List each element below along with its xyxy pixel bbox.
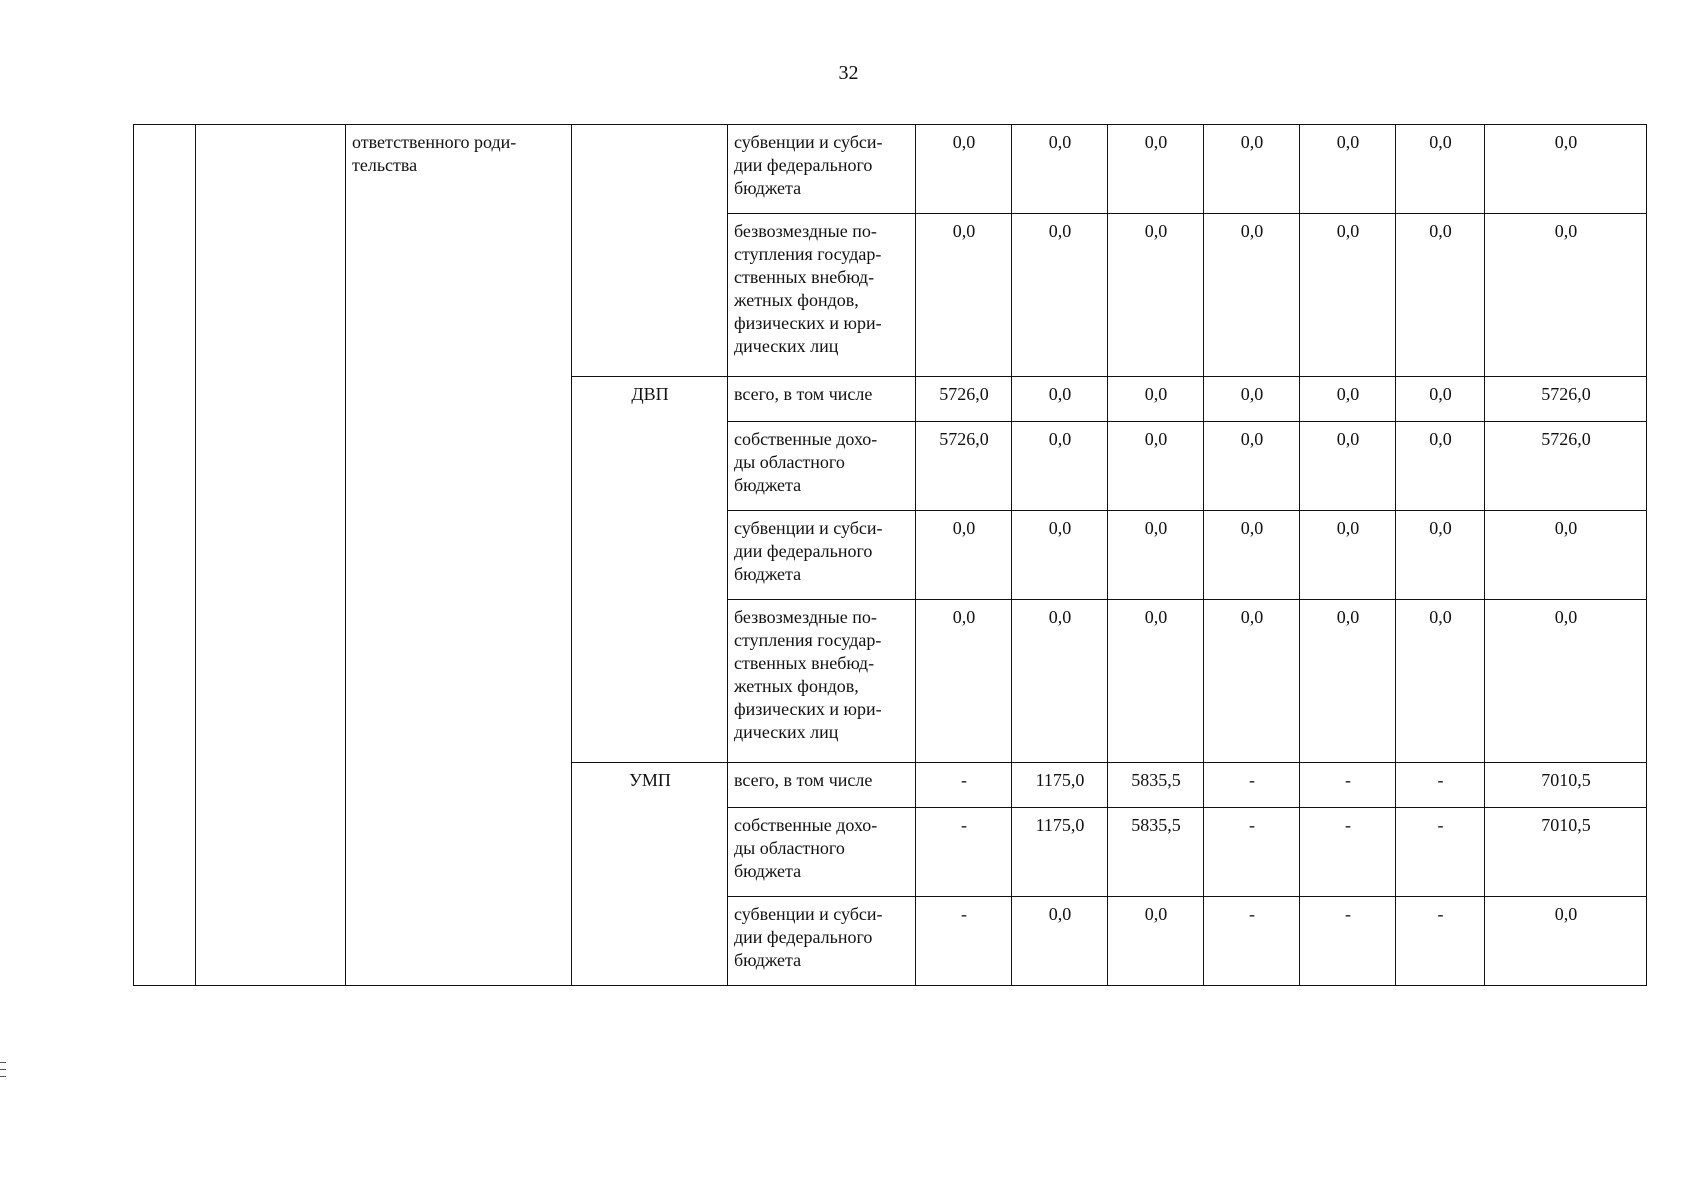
executor-cell: ДВП — [572, 377, 728, 763]
funding-source-cell: всего, в том числе — [728, 377, 916, 422]
value-cell: 0,0 — [1396, 377, 1485, 422]
executor-cell: УМП — [572, 763, 728, 986]
value-cell: 0,0 — [1204, 125, 1300, 214]
value-cell: - — [1300, 763, 1396, 808]
value-cell: 1175,0 — [1012, 808, 1108, 897]
value-cell: 5726,0 — [1485, 422, 1647, 511]
value-cell: 0,0 — [1012, 125, 1108, 214]
value-cell: 5726,0 — [916, 422, 1012, 511]
value-cell: 0,0 — [1012, 897, 1108, 986]
value-cell: 0,0 — [1108, 377, 1204, 422]
value-cell: 0,0 — [1485, 125, 1647, 214]
value-cell: 1175,0 — [1012, 763, 1108, 808]
value-cell: 0,0 — [1485, 897, 1647, 986]
value-cell: 0,0 — [1396, 125, 1485, 214]
value-cell: 5835,5 — [1108, 808, 1204, 897]
value-cell: - — [1204, 808, 1300, 897]
value-cell: - — [916, 763, 1012, 808]
funding-source-cell: безвозмездные по- ступления государ- ственных внебюд- жетных фондов, физических и юри- дических лиц — [728, 600, 916, 763]
value-cell: 0,0 — [1108, 511, 1204, 600]
value-cell: 0,0 — [1204, 600, 1300, 763]
value-cell: 0,0 — [1204, 214, 1300, 377]
value-cell: 5726,0 — [1485, 377, 1647, 422]
value-cell: 0,0 — [1108, 422, 1204, 511]
value-cell: 0,0 — [1108, 600, 1204, 763]
page-number: 32 — [838, 62, 859, 84]
value-cell: 0,0 — [1012, 511, 1108, 600]
value-cell: 0,0 — [1396, 214, 1485, 377]
value-cell: 0,0 — [916, 600, 1012, 763]
value-cell: - — [1204, 763, 1300, 808]
value-cell: 5835,5 — [1108, 763, 1204, 808]
value-cell: - — [1396, 808, 1485, 897]
value-cell: 0,0 — [1300, 125, 1396, 214]
event-code-cell — [196, 125, 346, 986]
value-cell: 0,0 — [1108, 214, 1204, 377]
value-cell: 0,0 — [1108, 125, 1204, 214]
row-number-cell — [134, 125, 196, 986]
value-cell: 0,0 — [1485, 511, 1647, 600]
funding-source-cell: всего, в том числе — [728, 763, 916, 808]
value-cell: 0,0 — [1012, 377, 1108, 422]
value-cell: 7010,5 — [1485, 808, 1647, 897]
value-cell: 0,0 — [1396, 600, 1485, 763]
value-cell: - — [1396, 763, 1485, 808]
value-cell: - — [1204, 897, 1300, 986]
value-cell: 0,0 — [1300, 600, 1396, 763]
value-cell: - — [916, 808, 1012, 897]
value-cell: 0,0 — [916, 511, 1012, 600]
value-cell: 0,0 — [1204, 511, 1300, 600]
value-cell: 0,0 — [1012, 600, 1108, 763]
value-cell: 0,0 — [1204, 377, 1300, 422]
value-cell: 0,0 — [1300, 511, 1396, 600]
funding-source-cell: субвенции и субси- дии федерального бюджета — [728, 897, 916, 986]
value-cell: 0,0 — [916, 214, 1012, 377]
funding-source-cell: субвенции и субси- дии федерального бюджета — [728, 125, 916, 214]
table-row — [134, 125, 1647, 214]
funding-source-cell: собственные дохо- ды областного бюджета — [728, 422, 916, 511]
value-cell: 0,0 — [1204, 422, 1300, 511]
budget-table — [133, 124, 1647, 986]
value-cell: 0,0 — [1300, 377, 1396, 422]
value-cell: 5726,0 — [916, 377, 1012, 422]
margin-marks — [0, 1062, 6, 1083]
value-cell: 0,0 — [1108, 897, 1204, 986]
value-cell: 0,0 — [1396, 422, 1485, 511]
funding-source-cell: собственные дохо- ды областного бюджета — [728, 808, 916, 897]
value-cell: - — [1300, 897, 1396, 986]
value-cell: 0,0 — [1012, 214, 1108, 377]
value-cell: 0,0 — [1485, 600, 1647, 763]
value-cell: 0,0 — [1300, 214, 1396, 377]
program-name-cell: ответственного роди- тельства — [346, 125, 572, 986]
value-cell: 0,0 — [1012, 422, 1108, 511]
value-cell: 0,0 — [1300, 422, 1396, 511]
value-cell: 0,0 — [1396, 511, 1485, 600]
value-cell: 7010,5 — [1485, 763, 1647, 808]
value-cell: 0,0 — [916, 125, 1012, 214]
value-cell: - — [1300, 808, 1396, 897]
value-cell: - — [916, 897, 1012, 986]
value-cell: 0,0 — [1485, 214, 1647, 377]
executor-cell — [572, 125, 728, 377]
value-cell: - — [1396, 897, 1485, 986]
funding-source-cell: безвозмездные по- ступления государ- ственных внебюд- жетных фондов, физических и юри- дических лиц — [728, 214, 916, 377]
funding-source-cell: субвенции и субси- дии федерального бюджета — [728, 511, 916, 600]
